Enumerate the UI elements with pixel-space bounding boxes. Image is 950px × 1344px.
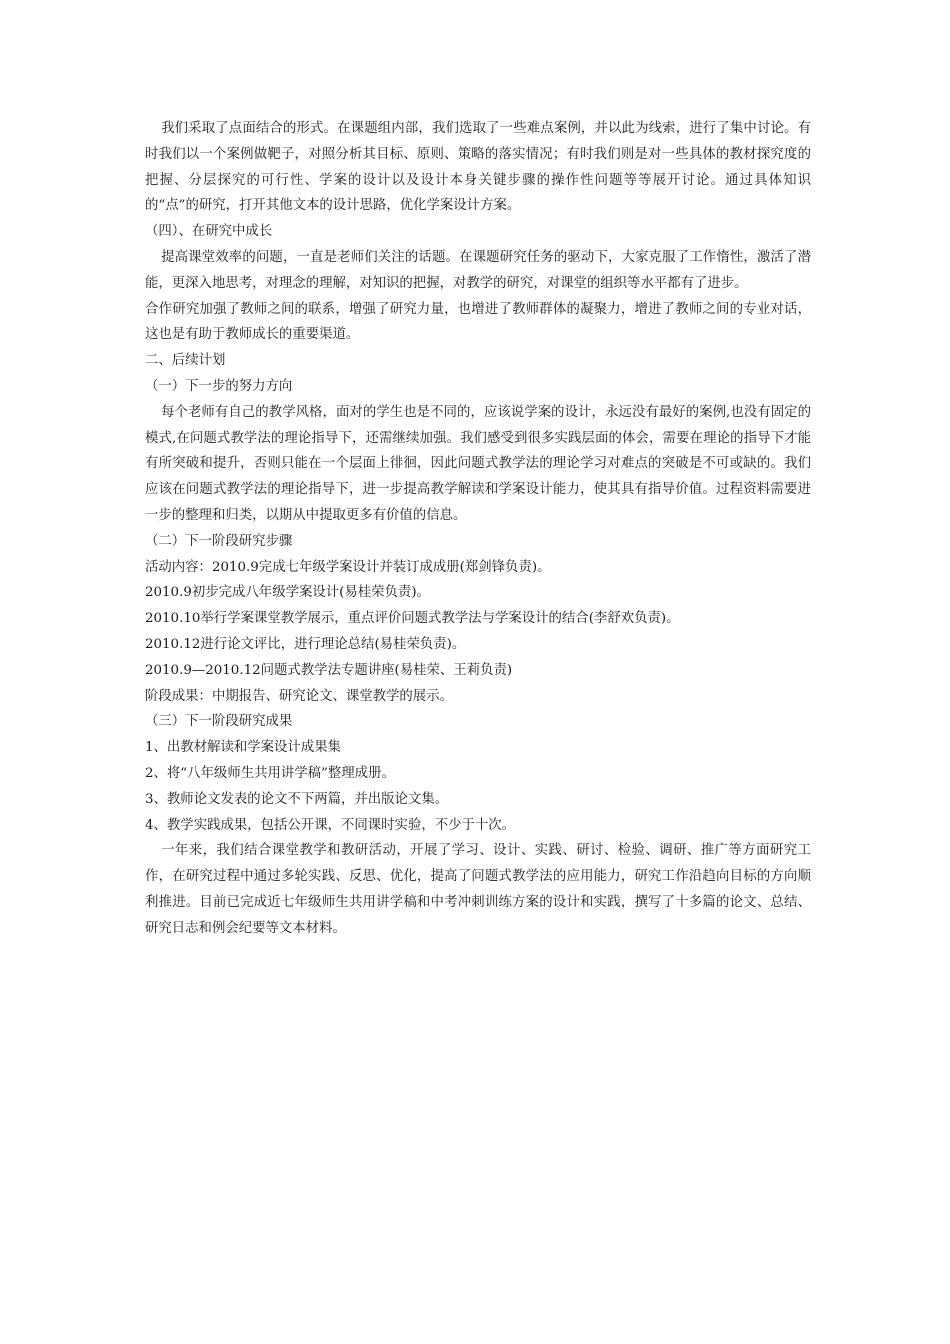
list-item: 2010.12进行论文评比，进行理论总结(易桂荣负责)。 [145, 636, 466, 652]
list-item: 4、教学实践成果，包括公开课，不同课时实验，不少于十次。 [145, 817, 516, 833]
list-item: 2010.9—2010.12问题式教学法专题讲座(易桂荣、王莉负责) [145, 662, 513, 678]
document-page [145, 116, 811, 942]
section-heading: （一）下一步的努力方向 [145, 378, 293, 394]
body-paragraph: 提高课堂效率的问题，一直是老师们关注的话题。在课题研究任务的驱动下，大家克服了工作惰性，激活了潜能，更深入地思考，对理念的理解，对知识的把握，对教学的研究，对课堂的组织等水平都有了进步。 [145, 249, 811, 291]
section-heading: 二、后续计划 [145, 353, 226, 369]
section-heading: （四）、在研究中成长 [145, 224, 273, 240]
body-paragraph: 每个老师有自己的教学风格，面对的学生也是不同的，应该说学案的设计，永远没有最好的案例,也没有固定的模式,在问题式教学法的理论指导下，还需继续加强。我们感受到很多实践层面的体会，需要在理论的指导下才能有所突破和提升，否则只能在一个层面上徘徊，因此问题式教学法的理论学习对难点的突破是不可或缺的。我们应该在问题式教学法的理论指导下，进一步提高教学解读和学案设计能力，使其具有指导价值。过程资料需要进一步的整理和归类，以期从中提取更多有价值的信息。 [145, 404, 811, 523]
body-paragraph: 合作研究加强了教师之间的联系，增强了研究力量，也增进了教师群体的凝聚力，增进了教师之间的专业对话，这也是有助于教师成长的重要渠道。 [145, 301, 811, 343]
list-item: 2010.10举行学案课堂教学展示，重点评价问题式教学法与学案设计的结合(李舒欢负责)。 [145, 611, 680, 627]
list-item: 3、教师论文发表的论文不下两篇，并出版论文集。 [145, 791, 449, 807]
list-item: 2010.9初步完成八年级学案设计(易桂荣负责)。 [145, 585, 430, 601]
list-item: 活动内容：2010.9完成七年级学案设计并装订成成册(郑剑锋负责)。 [145, 559, 551, 575]
section-heading: （二）下一阶段研究步骤 [145, 533, 293, 549]
body-paragraph: 我们采取了点面结合的形式。在课题组内部，我们选取了一些难点案例，并以此为线索，进行了集中讨论。有时我们以一个案例做靶子，对照分析其目标、原则、策略的落实情况；有时我们则是对一些具体的教材探究度的把握、分层探究的可行性、学案的设计以及设计本身关键步骤的操作性问题等等展开讨论。通过具体知识的“点”的研究，打开其他文本的设计思路，优化学案设计方案。 [145, 121, 811, 214]
list-item: 2、将“八年级师生共用讲学稿”整理成册。 [145, 765, 395, 781]
section-heading: （三）下一阶段研究成果 [145, 714, 293, 730]
body-paragraph: 一年来，我们结合课堂教学和教研活动，开展了学习、设计、实践、研讨、检验、调研、推广等方面研究工作，在研究过程中通过多轮实践、反思、优化，提高了问题式教学法的应用能力，研究工作沿趋向目标的方向顺利推进。目前已完成近七年级师生共用讲学稿和中考冲刺训练方案的设计和实践，撰写了十多篇的论文、总结、研究日志和例会纪要等文本材料。 [145, 843, 811, 936]
list-item: 阶段成果：中期报告、研究论文、课堂教学的展示。 [145, 688, 453, 704]
list-item: 1、出教材解读和学案设计成果集 [145, 740, 341, 756]
